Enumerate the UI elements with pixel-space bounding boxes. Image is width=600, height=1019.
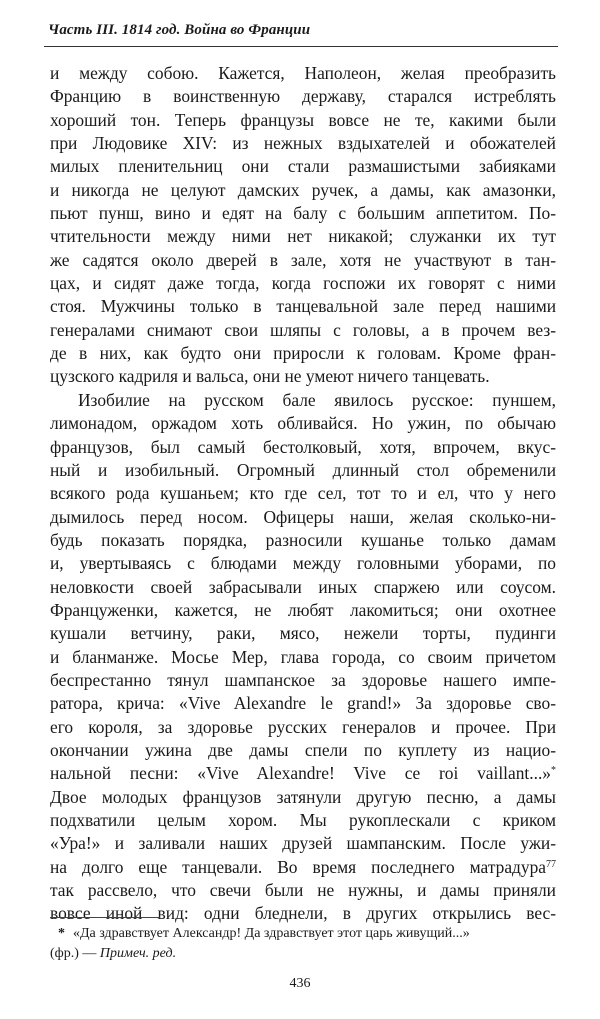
text-line: на долго еще танцевали. Во время последнего матрадура$^{77}$ xyxy=(50,856,556,877)
endnote-reference[interactable]: 77 xyxy=(546,858,556,870)
text-line: же садятся около дверей в зале, хотя не участвуют в тан- xyxy=(50,249,556,270)
footnote-mark: * xyxy=(58,926,65,941)
text-line: кушали ветчину, раки, мясо, нежели торты, пудинги xyxy=(50,623,556,644)
text-line: де в них, как будто они приросли к головам. Кроме фран- xyxy=(50,343,556,364)
page-number: 436 xyxy=(289,976,311,991)
text-line: и бланманже. Мосье Мер, глава города, со своим причетом xyxy=(50,646,556,667)
text-line: при Людовике XIV: из нежных вздыхателей и обожателей xyxy=(50,133,556,154)
text-line: беспрестанно тянул шампанское за здоровье нашего импе- xyxy=(50,669,556,690)
text-line: стоя. Мужчины только в танцевальной зале перед нашими xyxy=(50,296,556,317)
text-line: окончании ужина две дамы спели по куплету из нацио- xyxy=(50,739,556,760)
text-line: и между собою. Кажется, Наполеон, желая преобразить xyxy=(50,63,556,83)
text-line: будь показать порядка, разносили кушанье только дамам xyxy=(50,529,556,550)
text-line: подхватили целым хором. Мы рукоплескали с криком xyxy=(50,810,556,830)
text-line: дымилось перед носом. Офицеры наши, желая сколько-ни- xyxy=(50,506,556,527)
text-line: генералами снимают свои шляпы с головы, а в прочем вез- xyxy=(50,319,556,340)
text-line: чтительности между ними нет никакой; служанки их тут xyxy=(50,226,556,247)
running-title: Часть III. 1814 год. Война во Франции xyxy=(48,22,311,38)
text-line: цах, и сидят даже тогда, когда госпожи их говорят с ними xyxy=(50,273,556,294)
text-line: ный и изобильный. Огромный длинный стол обременили xyxy=(50,459,556,480)
footnote xyxy=(50,924,556,964)
text-line: Францию в воинственную державу, старался истреблять xyxy=(50,86,556,107)
footnote-marker[interactable]: * xyxy=(551,765,556,777)
text-line: «Ура!» и заливали наших друзей шампанским. После ужи- xyxy=(50,833,556,854)
text-line: милых пленительниц они стали размашистыми забияками xyxy=(50,156,556,177)
text-line: так рассвело, что свечи были не нужны, и дамы приняли xyxy=(50,880,556,901)
footnote-line: * «Да здравствует Александр! Да здравствует этот царь живущий...» xyxy=(58,926,470,941)
text-line: французов, был самый бестолковый, хотя, впрочем, вкус- xyxy=(50,436,556,457)
text-line: Изобилие на русском бале явилось русское: пуншем, xyxy=(78,389,556,410)
editor-note: Примеч. ред. xyxy=(99,946,177,961)
text-line: лимонадом, оржадом хоть обливайся. Но ужин, по обычаю xyxy=(50,413,556,434)
footnote-rule xyxy=(50,917,160,918)
text-line: всякого рода кушаньем; кто где сел, тот то и ел, что у него xyxy=(50,483,556,504)
text-line: цузского кадриля и вальса, они не умеют ничего танцевать. xyxy=(50,366,490,387)
text-line: хороший тон. Теперь французы вовсе не те, какими были xyxy=(50,109,556,130)
text-line: вовсе иной вид: одни бледнели, в других открылись вес- xyxy=(50,903,556,924)
text-line: его короля, за здоровье русских генералов и прочее. При xyxy=(50,716,556,737)
footnote-line: (фр.) — Примеч. ред. xyxy=(50,946,177,961)
text-line: ратора, крича: «Vive Alexandre le grand!» За здоровье сво- xyxy=(50,693,556,714)
text-line: нальной песни: «Vive Alexandre! Vive ce roi vaillant...»* xyxy=(50,763,556,784)
text-line: и никогда не целуют дамских ручек, а дамы, как амазонки, xyxy=(50,179,556,200)
text-line: неловкости своей забрасывали иных спаржею или соусом. xyxy=(50,576,556,597)
body-text xyxy=(50,62,556,926)
text-line: и, увертываясь с блюдами между головными уборами, по xyxy=(50,553,556,574)
text-line: пьют пунш, вино и едят на балу с большим аппетитом. По- xyxy=(50,203,556,224)
text-line: Двое молодых французов затянули другую песню, а дамы xyxy=(50,786,556,807)
text-line: Француженки, кажется, не любят лакомиться; они охотнее xyxy=(50,599,556,620)
header-rule xyxy=(44,46,558,47)
